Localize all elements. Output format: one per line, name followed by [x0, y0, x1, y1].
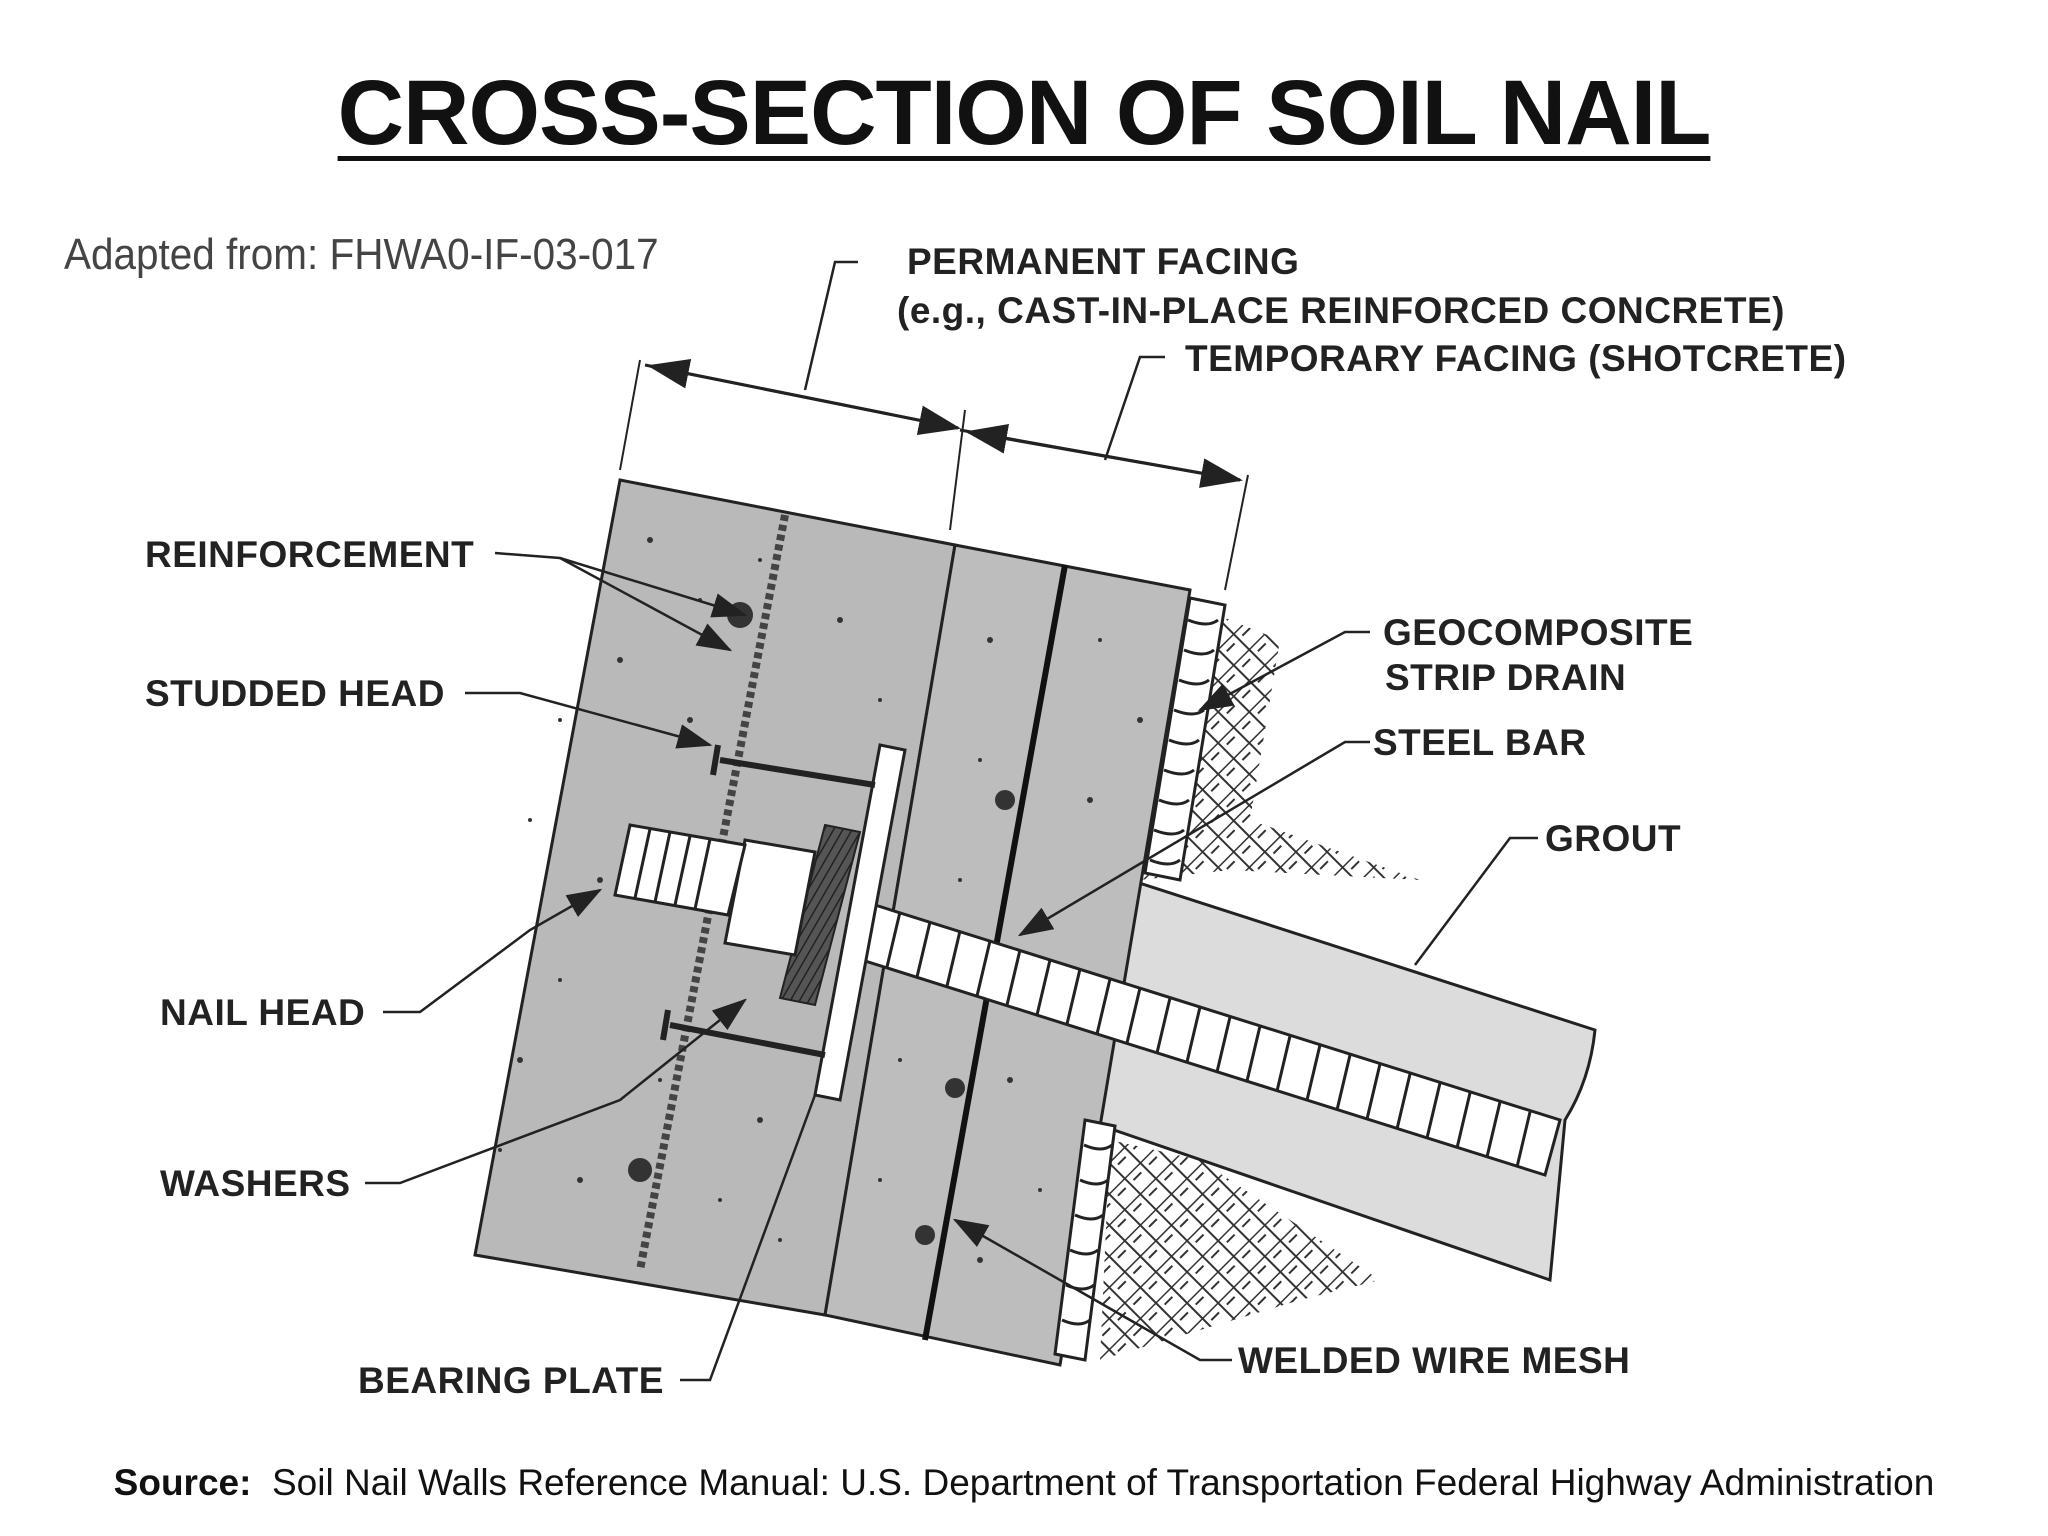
- label-studded-head: STUDDED HEAD: [145, 673, 445, 714]
- dim-arrow-temporary-left: [968, 432, 1240, 480]
- label-geocomposite: GEOCOMPOSITE: [1383, 612, 1694, 653]
- source-label: Source:: [113, 1462, 252, 1503]
- label-permanent-facing-example: (e.g., CAST-IN-PLACE REINFORCED CONCRETE): [897, 290, 1785, 331]
- label-steel-bar: STEEL BAR: [1373, 722, 1587, 763]
- label-nail-head: NAIL HEAD: [160, 992, 366, 1033]
- label-washers: WASHERS: [160, 1163, 351, 1204]
- label-temporary-facing: TEMPORARY FACING (SHOTCRETE): [1185, 338, 1847, 379]
- label-welded-wire-mesh: WELDED WIRE MESH: [1238, 1340, 1631, 1381]
- dim-ext-right: [1225, 475, 1248, 590]
- label-bearing-plate: BEARING PLATE: [358, 1360, 664, 1401]
- slide-title-text: CROSS-SECTION OF SOIL NAIL: [337, 62, 1711, 164]
- label-reinforcement: REINFORCEMENT: [145, 534, 475, 575]
- source-text: Soil Nail Walls Reference Manual: U.S. Department of Transportation Federal Highway Administration: [272, 1462, 1935, 1503]
- adapted-from-note: Adapted from: FHWA0-IF-03-017: [64, 230, 659, 279]
- dim-ext-left: [620, 360, 640, 470]
- label-strip-drain: STRIP DRAIN: [1385, 657, 1627, 698]
- label-permanent-facing: PERMANENT FACING: [907, 241, 1300, 282]
- dim-arrow-permanent-left: [650, 366, 958, 428]
- source-citation: [0, 1462, 2048, 1504]
- label-grout: GROUT: [1545, 818, 1682, 859]
